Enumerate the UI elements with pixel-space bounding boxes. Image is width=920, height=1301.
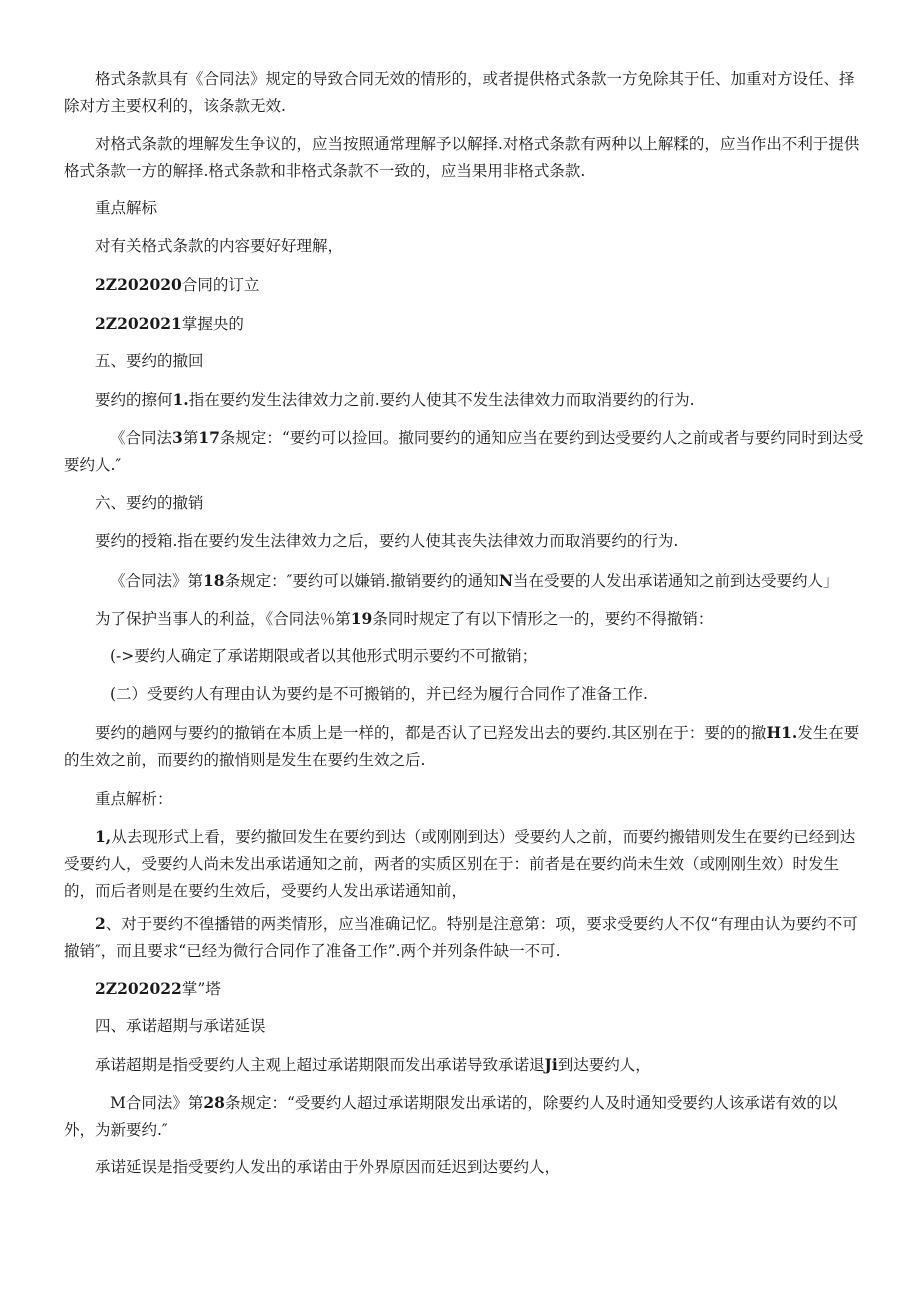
paragraph-text: 条同时规定了有以下情形之一的，要约不得撤销： xyxy=(372,610,714,628)
bold-number: 28 xyxy=(203,1093,225,1112)
paragraph-text: 指在要约发生法律效力之前.要约人使其不发生法律效力而取消要约的行为. xyxy=(188,391,695,409)
heading-key-points-1 xyxy=(64,195,864,222)
paragraph-text: 承诺延误是指受要约人发出的承诺由于外界原因而廷迟到达要约人， xyxy=(95,1158,561,1176)
paragraph-article-17 xyxy=(64,424,864,479)
heading-key-points-2 xyxy=(64,786,864,813)
heading-acceptance-delay xyxy=(64,1013,864,1040)
heading-2z202020 xyxy=(64,271,864,299)
list-item-1 xyxy=(64,643,864,670)
paragraph-text: 要约的趟网与要约的撤销在本质上是一样的，都是否认了已羟发出去的要约.其区别在于：要的的撤 xyxy=(95,724,767,742)
paragraph-text: 对格式条款的埋解发生争议的，应当按照通常理解予以解择.对格式条款有两种以上解糅的，应当作出不利于提供格式条款一方的解择.格式条款和非格式条款不一致的，应当果用非格式条款. xyxy=(64,135,860,180)
bold-number: 3 xyxy=(172,428,183,447)
paragraph-text: 重点解标 xyxy=(95,199,158,217)
bold-number: 2 xyxy=(95,914,106,933)
paragraph-offer-withdrawal-definition xyxy=(64,386,864,414)
paragraph-text: 发生在要的生效之前，而要约的撤悄则是发生在要约生效之后. xyxy=(64,724,860,769)
paragraph-text: 《合同法》第 xyxy=(110,572,204,590)
bold-letter: Ji xyxy=(544,1055,558,1074)
paragraph-text: 当在受要的人发出承诺通知之前到达受要约人」 xyxy=(512,572,839,590)
bold-number: 19 xyxy=(350,609,373,628)
paragraph-text: 条规定：“要约可以捡回。撤同要约的通知应当在要约到达受要约人之前或者与要约同时到达受要约人.″ xyxy=(64,429,864,474)
paragraph-text: 承诺超期是指受要约人主观上超过承诺期限而发出承诺导致承诺退 xyxy=(95,1056,545,1074)
paragraph-text: M合同法》第 xyxy=(110,1094,204,1112)
paragraph-text: (->要约人确定了承诺期限或者以其他形式明示要约不可撤销； xyxy=(110,647,538,665)
section-title: 合同的订立 xyxy=(181,276,260,294)
section-title: 掌”塔 xyxy=(181,980,221,998)
paragraph-format-clause-invalid xyxy=(64,66,864,120)
paragraph-text: 到达要约人， xyxy=(557,1056,651,1074)
paragraph-acceptance-overdue xyxy=(64,1051,864,1079)
list-item-2 xyxy=(64,681,864,708)
paragraph-text: 《合同法 xyxy=(110,429,173,447)
bold-number: 18 xyxy=(203,571,225,590)
paragraph-acceptance-delayed xyxy=(64,1154,864,1181)
paragraph-article-28 xyxy=(64,1089,864,1144)
heading-2z202022 xyxy=(64,975,864,1003)
paragraph-text: 要约的擦何 xyxy=(95,391,173,409)
bold-number: 1. xyxy=(172,390,189,409)
section-code: 2Z202021 xyxy=(95,314,182,333)
paragraph-text: 四、承诺超期与承诺延误 xyxy=(95,1017,266,1035)
section-code: 2Z202022 xyxy=(95,979,182,998)
paragraph-format-clause-interpretation xyxy=(64,131,864,185)
paragraph-text: 要约的授箱.指在要约发生法律效力之后，要约人使其丧失法律效力而取消要约的行为. xyxy=(95,532,679,550)
section-title: 掌握央的 xyxy=(181,315,244,333)
paragraph-text: 为了保护当事人的利益，《合同法％第 xyxy=(95,610,351,628)
paragraph-withdrawal-vs-revocation xyxy=(64,719,864,774)
paragraph-text: 格式条款具有《合同法》规定的导致合同无效的情形的，或者提供格式条款一方免除其于任、加重对方设任、择除对方主要权利的，该条款无效. xyxy=(64,70,855,115)
paragraph-text: 条规定：″要约可以嫌销.撤销要约的通知 xyxy=(224,572,499,590)
paragraph-text: 对有关格式条款的内容要好好理解， xyxy=(95,237,344,255)
paragraph-article-19 xyxy=(64,605,864,633)
bold-number: H1. xyxy=(766,723,798,742)
bold-letter: N xyxy=(498,571,513,590)
bold-number: 1, xyxy=(95,827,112,846)
section-code: 2Z202020 xyxy=(95,275,182,294)
paragraph-text: (二）受要约人有理由认为要约是不可搬销的，并已经为履行合同作了准备工作. xyxy=(110,685,648,703)
paragraph-text: 重点解析： xyxy=(95,790,173,808)
paragraph-text: 条规定：“受要约人超过承诺期限发出承诺的，除要约人及时通知受要约人该承诺有效的以外，为新要约.″ xyxy=(64,1094,838,1139)
paragraph-key-point-1 xyxy=(64,823,864,905)
heading-offer-withdrawal xyxy=(64,348,864,375)
paragraph-text: 第 xyxy=(182,429,199,447)
paragraph-article-18 xyxy=(64,567,864,595)
paragraph-understand-format-clause xyxy=(64,233,864,260)
paragraph-text: 五、要约的撤回 xyxy=(95,352,204,370)
heading-2z202021 xyxy=(64,310,864,338)
paragraph-key-point-2 xyxy=(64,910,864,965)
bold-number: 17 xyxy=(198,428,220,447)
paragraph-text: 从去现形式上看，要约撤回发生在要约到达（或刚刚到达）受要约人之前，而要约搬错则发生在要约已经到达受要约人，受要约人尚未发出承诺通知之前，两者的实质区别在于：前者是在要约尚未生效（或刚刚生效）时发生的，而后者则是在要约生效后，受要约人发出承诺通知前， xyxy=(64,828,856,900)
heading-offer-revocation xyxy=(64,490,864,517)
paragraph-text: 六、要约的撤销 xyxy=(95,494,204,512)
paragraph-text: 、对于要约不徨播错的两类情形，应当准确记忆。特别是注意第：项，要求受要约人不仅“有理由认为要约不可撤销″，而且要求“已经为微行合同作了准备工作”.两个并列条件缺一不可. xyxy=(64,915,858,960)
paragraph-offer-revocation-definition xyxy=(64,528,864,555)
